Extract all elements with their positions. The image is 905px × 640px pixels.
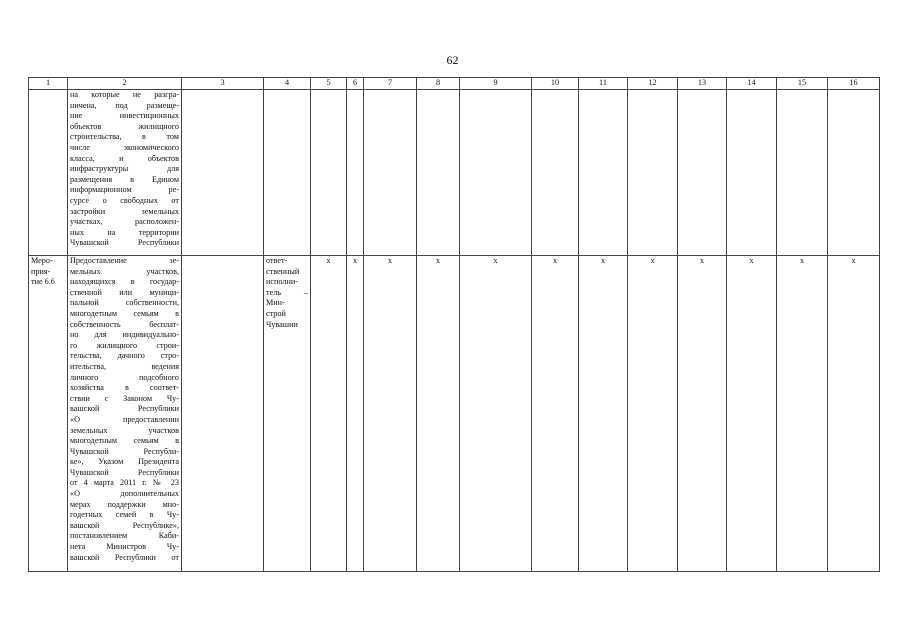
empty-cell — [777, 90, 828, 256]
x-cell: x — [364, 256, 417, 572]
text-line: размещения в Едином — [70, 174, 179, 184]
measure-number — [29, 256, 68, 572]
row1-description — [68, 90, 182, 256]
empty-cell — [264, 90, 311, 256]
text-line: вашской Республике», — [70, 520, 179, 530]
empty-cell — [628, 90, 678, 256]
table-row — [29, 256, 880, 572]
header-cell: 7 — [364, 78, 417, 90]
table-row — [29, 90, 880, 256]
text-line: годетных семей в Чу- — [70, 510, 179, 520]
header-cell: 11 — [579, 78, 628, 90]
text-line: нета Министров Чу- — [70, 542, 179, 552]
x-cell: x — [628, 256, 678, 572]
header-cell: 5 — [311, 78, 347, 90]
empty-cell — [182, 90, 264, 256]
text-line: ственный — [266, 266, 300, 276]
text-line: строй — [266, 308, 286, 318]
text-line: многодетным семьям в — [70, 308, 179, 318]
text-line: ничена, под размеще- — [70, 100, 179, 110]
header-row — [29, 78, 880, 90]
text-line: ке», Указом Президента — [70, 457, 179, 467]
x-cell: x — [311, 256, 347, 572]
x-cell: x — [532, 256, 579, 572]
responsible-executor — [264, 256, 311, 572]
empty-cell — [532, 90, 579, 256]
text-line: класса, и объектов — [70, 153, 179, 163]
row1-col1 — [29, 90, 68, 256]
header-cell: 4 — [264, 78, 311, 90]
text-line: хозяйства в соответ- — [70, 383, 179, 393]
text-line: Чувашской Республи- — [70, 446, 179, 456]
text-line: собственность бесплат- — [70, 319, 179, 329]
text-line: Мин- — [266, 298, 285, 308]
text-line: «О дополнительных — [70, 489, 179, 499]
empty-cell — [727, 90, 777, 256]
text-line: но для индивидуально- — [70, 330, 179, 340]
empty-cell — [347, 90, 364, 256]
row2-col3 — [182, 256, 264, 572]
x-cell: x — [678, 256, 727, 572]
text-line: многодетным семьям в — [70, 436, 179, 446]
empty-cell — [579, 90, 628, 256]
text-line: постановлением Каби- — [70, 531, 179, 541]
text-line: инфраструктуры для — [70, 164, 179, 174]
header-cell: 9 — [460, 78, 532, 90]
text-line: Чувашской Республики — [70, 238, 179, 248]
empty-cell — [828, 90, 880, 256]
empty-cell — [311, 90, 347, 256]
x-cell: x — [777, 256, 828, 572]
text-line: ных на территории — [70, 227, 179, 237]
text-line: вашской Республики — [70, 404, 179, 414]
text-line: участках, расположен- — [70, 217, 179, 227]
empty-cell — [678, 90, 727, 256]
text-line: ительства, ведения — [70, 361, 179, 371]
empty-cell — [417, 90, 460, 256]
text-line: го жилищного строи- — [70, 340, 179, 350]
text-line: тель – — [266, 287, 308, 297]
x-cell: x — [828, 256, 880, 572]
text-line: строительства, в том — [70, 132, 179, 142]
text-line: тие 6.6 — [31, 277, 55, 287]
text-line: ственной или муници- — [70, 287, 179, 297]
header-cell: 15 — [777, 78, 828, 90]
header-cell: 3 — [182, 78, 264, 90]
header-cell: 14 — [727, 78, 777, 90]
header-cell: 8 — [417, 78, 460, 90]
text-line: от 4 марта 2011 г. № 23 — [70, 478, 179, 488]
text-line: мельных участков, — [70, 266, 179, 276]
text-line: информационном ре- — [70, 185, 179, 195]
x-cell: x — [727, 256, 777, 572]
text-line: числе экономического — [70, 142, 179, 152]
text-line: «О предоставлении — [70, 414, 179, 424]
text-line: исполни- — [266, 277, 298, 287]
text-line: прия- — [31, 266, 51, 276]
x-cell: x — [460, 256, 532, 572]
text-line: ние инвестиционных — [70, 111, 179, 121]
text-line: Чувашии — [266, 319, 298, 329]
measure-description — [68, 256, 182, 572]
text-line: ответ- — [266, 256, 288, 265]
header-cell: 2 — [68, 78, 182, 90]
x-cell: x — [347, 256, 364, 572]
program-table — [28, 77, 880, 572]
text-line: Чувашской Республики — [70, 467, 179, 477]
empty-cell — [460, 90, 532, 256]
text-line: объектов жилищного — [70, 121, 179, 131]
header-cell: 1 — [29, 78, 68, 90]
text-line: личного подсобного — [70, 372, 179, 382]
text-line: Меро- — [31, 256, 53, 265]
empty-cell — [364, 90, 417, 256]
page-number: 62 — [446, 53, 459, 67]
text-line: Предоставление зе- — [70, 256, 179, 265]
header-cell: 16 — [828, 78, 880, 90]
header-cell: 6 — [347, 78, 364, 90]
text-line: земельных участков — [70, 425, 179, 435]
text-line: тельства, дачного стро- — [70, 351, 179, 361]
header-cell: 13 — [678, 78, 727, 90]
header-cell: 10 — [532, 78, 579, 90]
text-line: сурсе о свободных от — [70, 195, 179, 205]
x-cell: x — [579, 256, 628, 572]
x-cell: x — [417, 256, 460, 572]
header-cell: 12 — [628, 78, 678, 90]
text-line: на которые не разгра- — [70, 90, 179, 99]
text-line: вашской Республики от — [70, 552, 179, 562]
text-line: мерах поддержки мно- — [70, 499, 179, 509]
text-line: находящихся в государ- — [70, 277, 179, 287]
text-line: застройки земельных — [70, 206, 179, 216]
text-line: ствии с Законом Чу- — [70, 393, 179, 403]
text-line: пальной собственности, — [70, 298, 179, 308]
